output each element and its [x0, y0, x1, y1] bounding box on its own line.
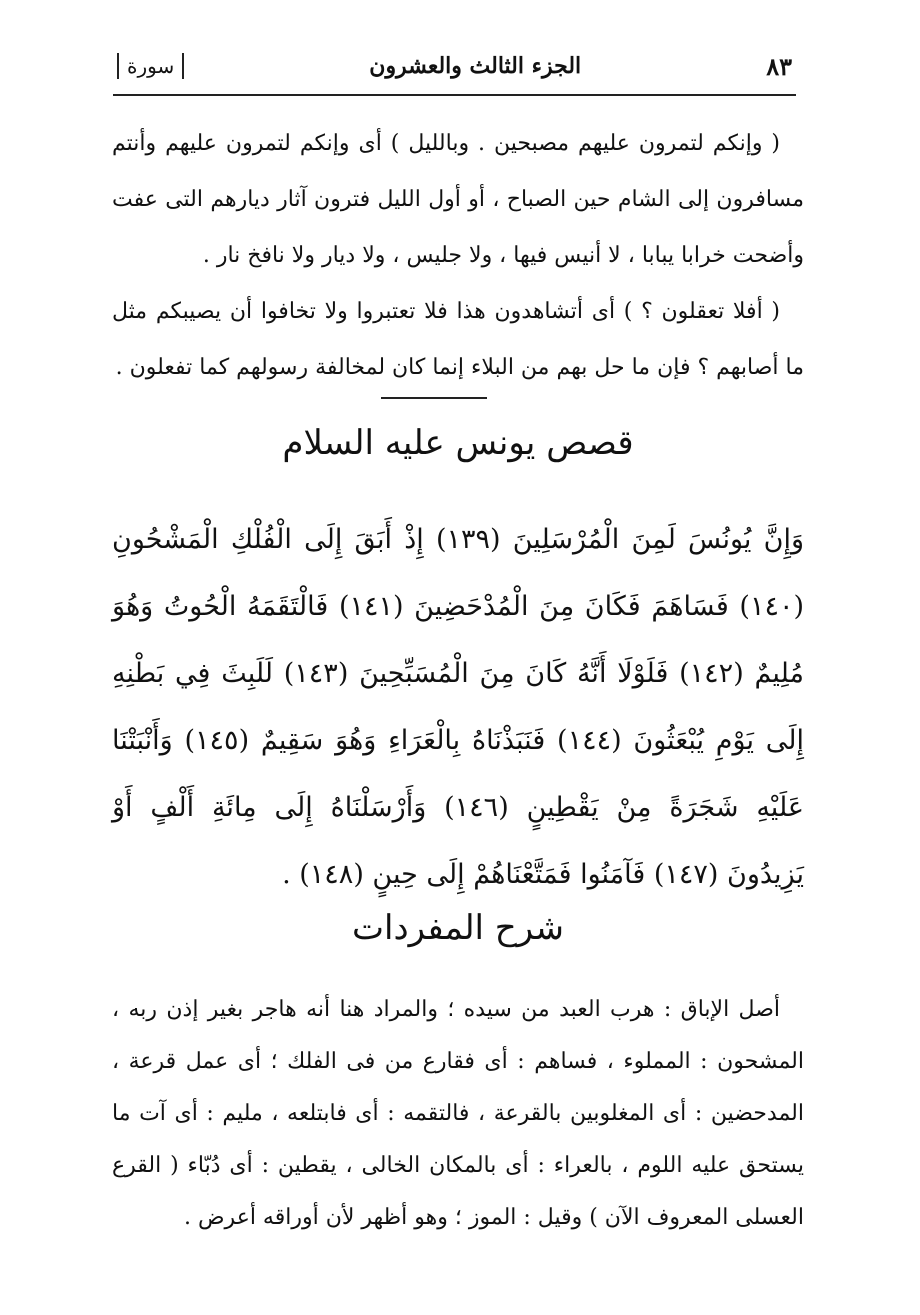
running-title: الجزء الثالث والعشرون [369, 53, 582, 79]
story-heading: قصص يونس عليه السلام [282, 423, 634, 463]
vocabulary-text [112, 984, 804, 1244]
commentary-text [112, 116, 804, 396]
header-rule [113, 94, 796, 96]
quran-verses: وَإِنَّ يُونُسَ لَمِنَ الْمُرْسَلِينَ (١٣٩) إِذْ أَبَقَ إِلَى الْفُلْكِ الْمَشْحُونِ (١٤٠) فَسَاهَمَ فَكَانَ مِنَ الْمُدْحَضِينَ (١٤١) فَالْتَقَمَهُ الْحُوتُ وَهُوَ مُلِيمٌ (١٤٢) فَلَوْلَا أَنَّهُ كَانَ مِنَ الْمُسَبِّحِينَ (١٤٣) لَلَبِثَ فِي بَطْنِهِ إِلَى يَوْمِ يُبْعَثُونَ (١٤٤) فَنَبَذْنَاهُ بِالْعَرَاءِ وَهُوَ سَقِيمٌ (١٤٥) وَأَنْبَتْنَا عَلَيْهِ شَجَرَةً مِنْ يَقْطِينٍ (١٤٦) وَأَرْسَلْنَاهُ إِلَى مِائَةِ أَلْفٍ أَوْ يَزِيدُونَ (١٤٧) فَآمَنُوا فَمَتَّعْنَاهُمْ إِلَى حِينٍ (١٤٨) . [112, 524, 805, 890]
page-header [113, 40, 796, 92]
page-number: ٨٣ [766, 51, 792, 81]
surah-label: سورة [117, 53, 184, 79]
vocabulary-heading: شرح المفردات [351, 908, 565, 948]
section-divider [381, 397, 487, 399]
vocabulary-paragraph: أصل الإباق : هرب العبد من سيده ؛ والمراد هنا أنه هاجر بغير إذن ربه ، المشحون : المملوء ، فساهم : أى فقارع من فى الفلك ؛ أى عمل قرعة ، المدحضين : أى المغلوبين بالقرعة ، فالتقمه : أى فابتلعه ، مليم : أى آت ما يستحق عليه اللوم ، بالعراء : أى بالمكان الخالى ، يقطين : أى دُبّاء ( القرع العسلى المعروف الآن ) وقيل : الموز ؛ وهو أظهر لأن أوراقه أعرض . [112, 997, 804, 1230]
commentary-paragraph: ( أفلا تعقلون ؟ ) أى أتشاهدون هذا فلا تعتبروا ولا تخافوا أن يصيبكم مثل ما أصابهم ؟ فإن ما حل بهم من البلاء إنما كان لمخالفة رسولهم كما تفعلون . [112, 299, 804, 380]
commentary-paragraph: ( وإنكم لتمرون عليهم مصبحين . وبالليل ) أى وإنكم لتمرون عليهم وأنتم مسافرون إلى الشام حين الصباح ، أو أول الليل فترون آثار ديارهم التى عفت وأضحت خرابا يبابا ، لا أنيس فيها ، ولا جليس ، ولا ديار ولا نافخ نار . [112, 131, 804, 268]
